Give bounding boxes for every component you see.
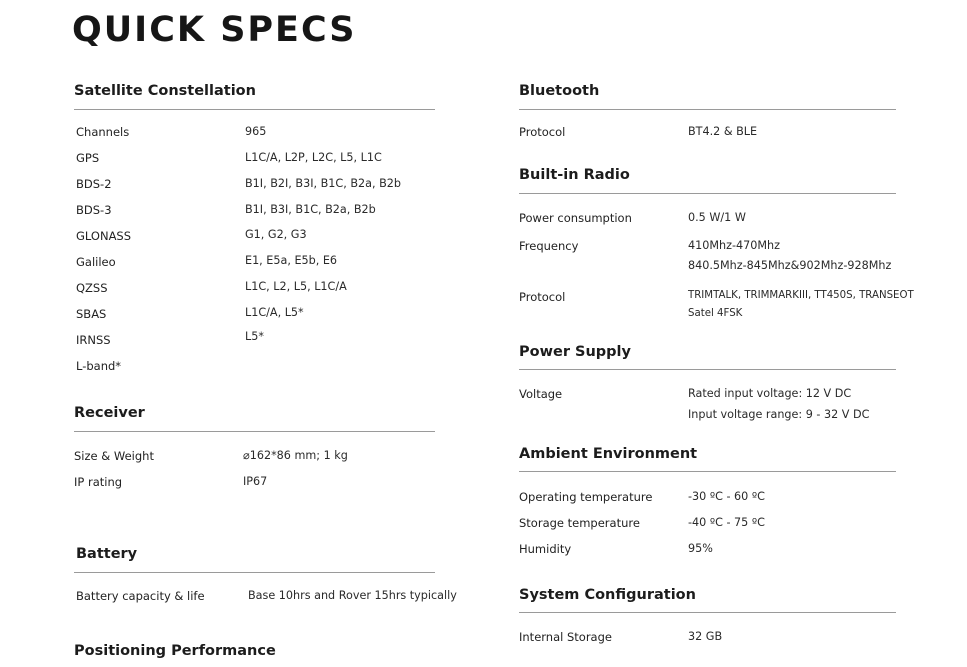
section-title-battery: Battery bbox=[76, 546, 138, 562]
spec-value: ⌀162*86 mm; 1 kg bbox=[243, 449, 348, 462]
spec-label: GLONASS bbox=[76, 229, 132, 243]
spec-value: Input voltage range: 9 - 32 V DC bbox=[688, 408, 870, 421]
spec-value: 0.5 W/1 W bbox=[688, 211, 746, 224]
section-divider bbox=[74, 109, 435, 110]
spec-value: Satel 4FSK bbox=[688, 308, 743, 319]
spec-value: 95% bbox=[688, 542, 713, 555]
spec-label: QZSS bbox=[76, 281, 108, 295]
spec-value: TRIMTALK, TRIMMARKIII, TT450S, TRANSEOT bbox=[688, 290, 914, 301]
spec-label: BDS-2 bbox=[76, 177, 112, 191]
spec-label: Size & Weight bbox=[74, 449, 154, 463]
section-title-ambient-environment: Ambient Environment bbox=[519, 446, 698, 462]
section-title-receiver: Receiver bbox=[74, 405, 145, 421]
spec-value: B1I, B3I, B1C, B2a, B2b bbox=[245, 203, 376, 216]
spec-label: Storage temperature bbox=[519, 516, 640, 530]
section-title-bluetooth: Bluetooth bbox=[519, 83, 600, 99]
section-divider bbox=[74, 431, 435, 432]
spec-label: IRNSS bbox=[76, 333, 111, 347]
section-title-power-supply: Power Supply bbox=[519, 344, 631, 360]
spec-value: IP67 bbox=[243, 475, 268, 488]
spec-value: 965 bbox=[245, 125, 267, 138]
spec-value: 32 GB bbox=[688, 630, 723, 643]
page-title: QUICK SPECS bbox=[72, 10, 357, 50]
spec-label: SBAS bbox=[76, 307, 107, 321]
spec-label: Frequency bbox=[519, 239, 579, 253]
spec-value: Base 10hrs and Rover 15hrs typically bbox=[248, 589, 457, 602]
spec-label: Protocol bbox=[519, 125, 566, 139]
section-divider bbox=[519, 109, 896, 110]
spec-value: B1I, B2I, B3I, B1C, B2a, B2b bbox=[245, 177, 401, 190]
spec-value: 840.5Mhz-845Mhz&902Mhz-928Mhz bbox=[688, 259, 892, 272]
spec-label: Galileo bbox=[76, 255, 116, 269]
spec-label: L-band* bbox=[76, 359, 122, 373]
section-divider bbox=[519, 612, 896, 613]
spec-label: BDS-3 bbox=[76, 203, 112, 217]
section-title-satellite-constellation: Satellite Constellation bbox=[74, 83, 256, 99]
spec-value: L1C/A, L2P, L2C, L5, L1C bbox=[245, 151, 382, 164]
spec-label: Internal Storage bbox=[519, 630, 612, 644]
section-divider bbox=[74, 572, 435, 573]
spec-value: -40 ºC - 75 ºC bbox=[688, 516, 765, 529]
spec-value: Rated input voltage: 12 V DC bbox=[688, 387, 852, 400]
section-title-built-in-radio: Built-in Radio bbox=[519, 167, 630, 183]
spec-label: Protocol bbox=[519, 290, 566, 304]
spec-value: 410Mhz-470Mhz bbox=[688, 239, 780, 252]
spec-label: Humidity bbox=[519, 542, 572, 556]
spec-label: Channels bbox=[76, 125, 130, 139]
spec-value: L1C/A, L5* bbox=[245, 306, 304, 319]
spec-value: BT4.2 & BLE bbox=[688, 125, 758, 138]
section-divider bbox=[519, 471, 896, 472]
spec-label: IP rating bbox=[74, 475, 123, 489]
section-title-system-configuration: System Configuration bbox=[519, 587, 696, 603]
spec-label: GPS bbox=[76, 151, 100, 165]
section-title-positioning-performance: Positioning Performance bbox=[74, 643, 276, 659]
spec-value: E1, E5a, E5b, E6 bbox=[245, 254, 338, 267]
section-divider bbox=[519, 193, 896, 194]
spec-value: -30 ºC - 60 ºC bbox=[688, 490, 765, 503]
spec-label: Operating temperature bbox=[519, 490, 653, 504]
spec-label: Voltage bbox=[519, 387, 563, 401]
section-divider bbox=[519, 369, 896, 370]
spec-value: G1, G2, G3 bbox=[245, 228, 307, 241]
spec-value: L1C, L2, L5, L1C/A bbox=[245, 280, 347, 293]
spec-value: L5* bbox=[245, 330, 264, 343]
spec-label: Battery capacity & life bbox=[76, 589, 205, 603]
spec-label: Power consumption bbox=[519, 211, 632, 225]
